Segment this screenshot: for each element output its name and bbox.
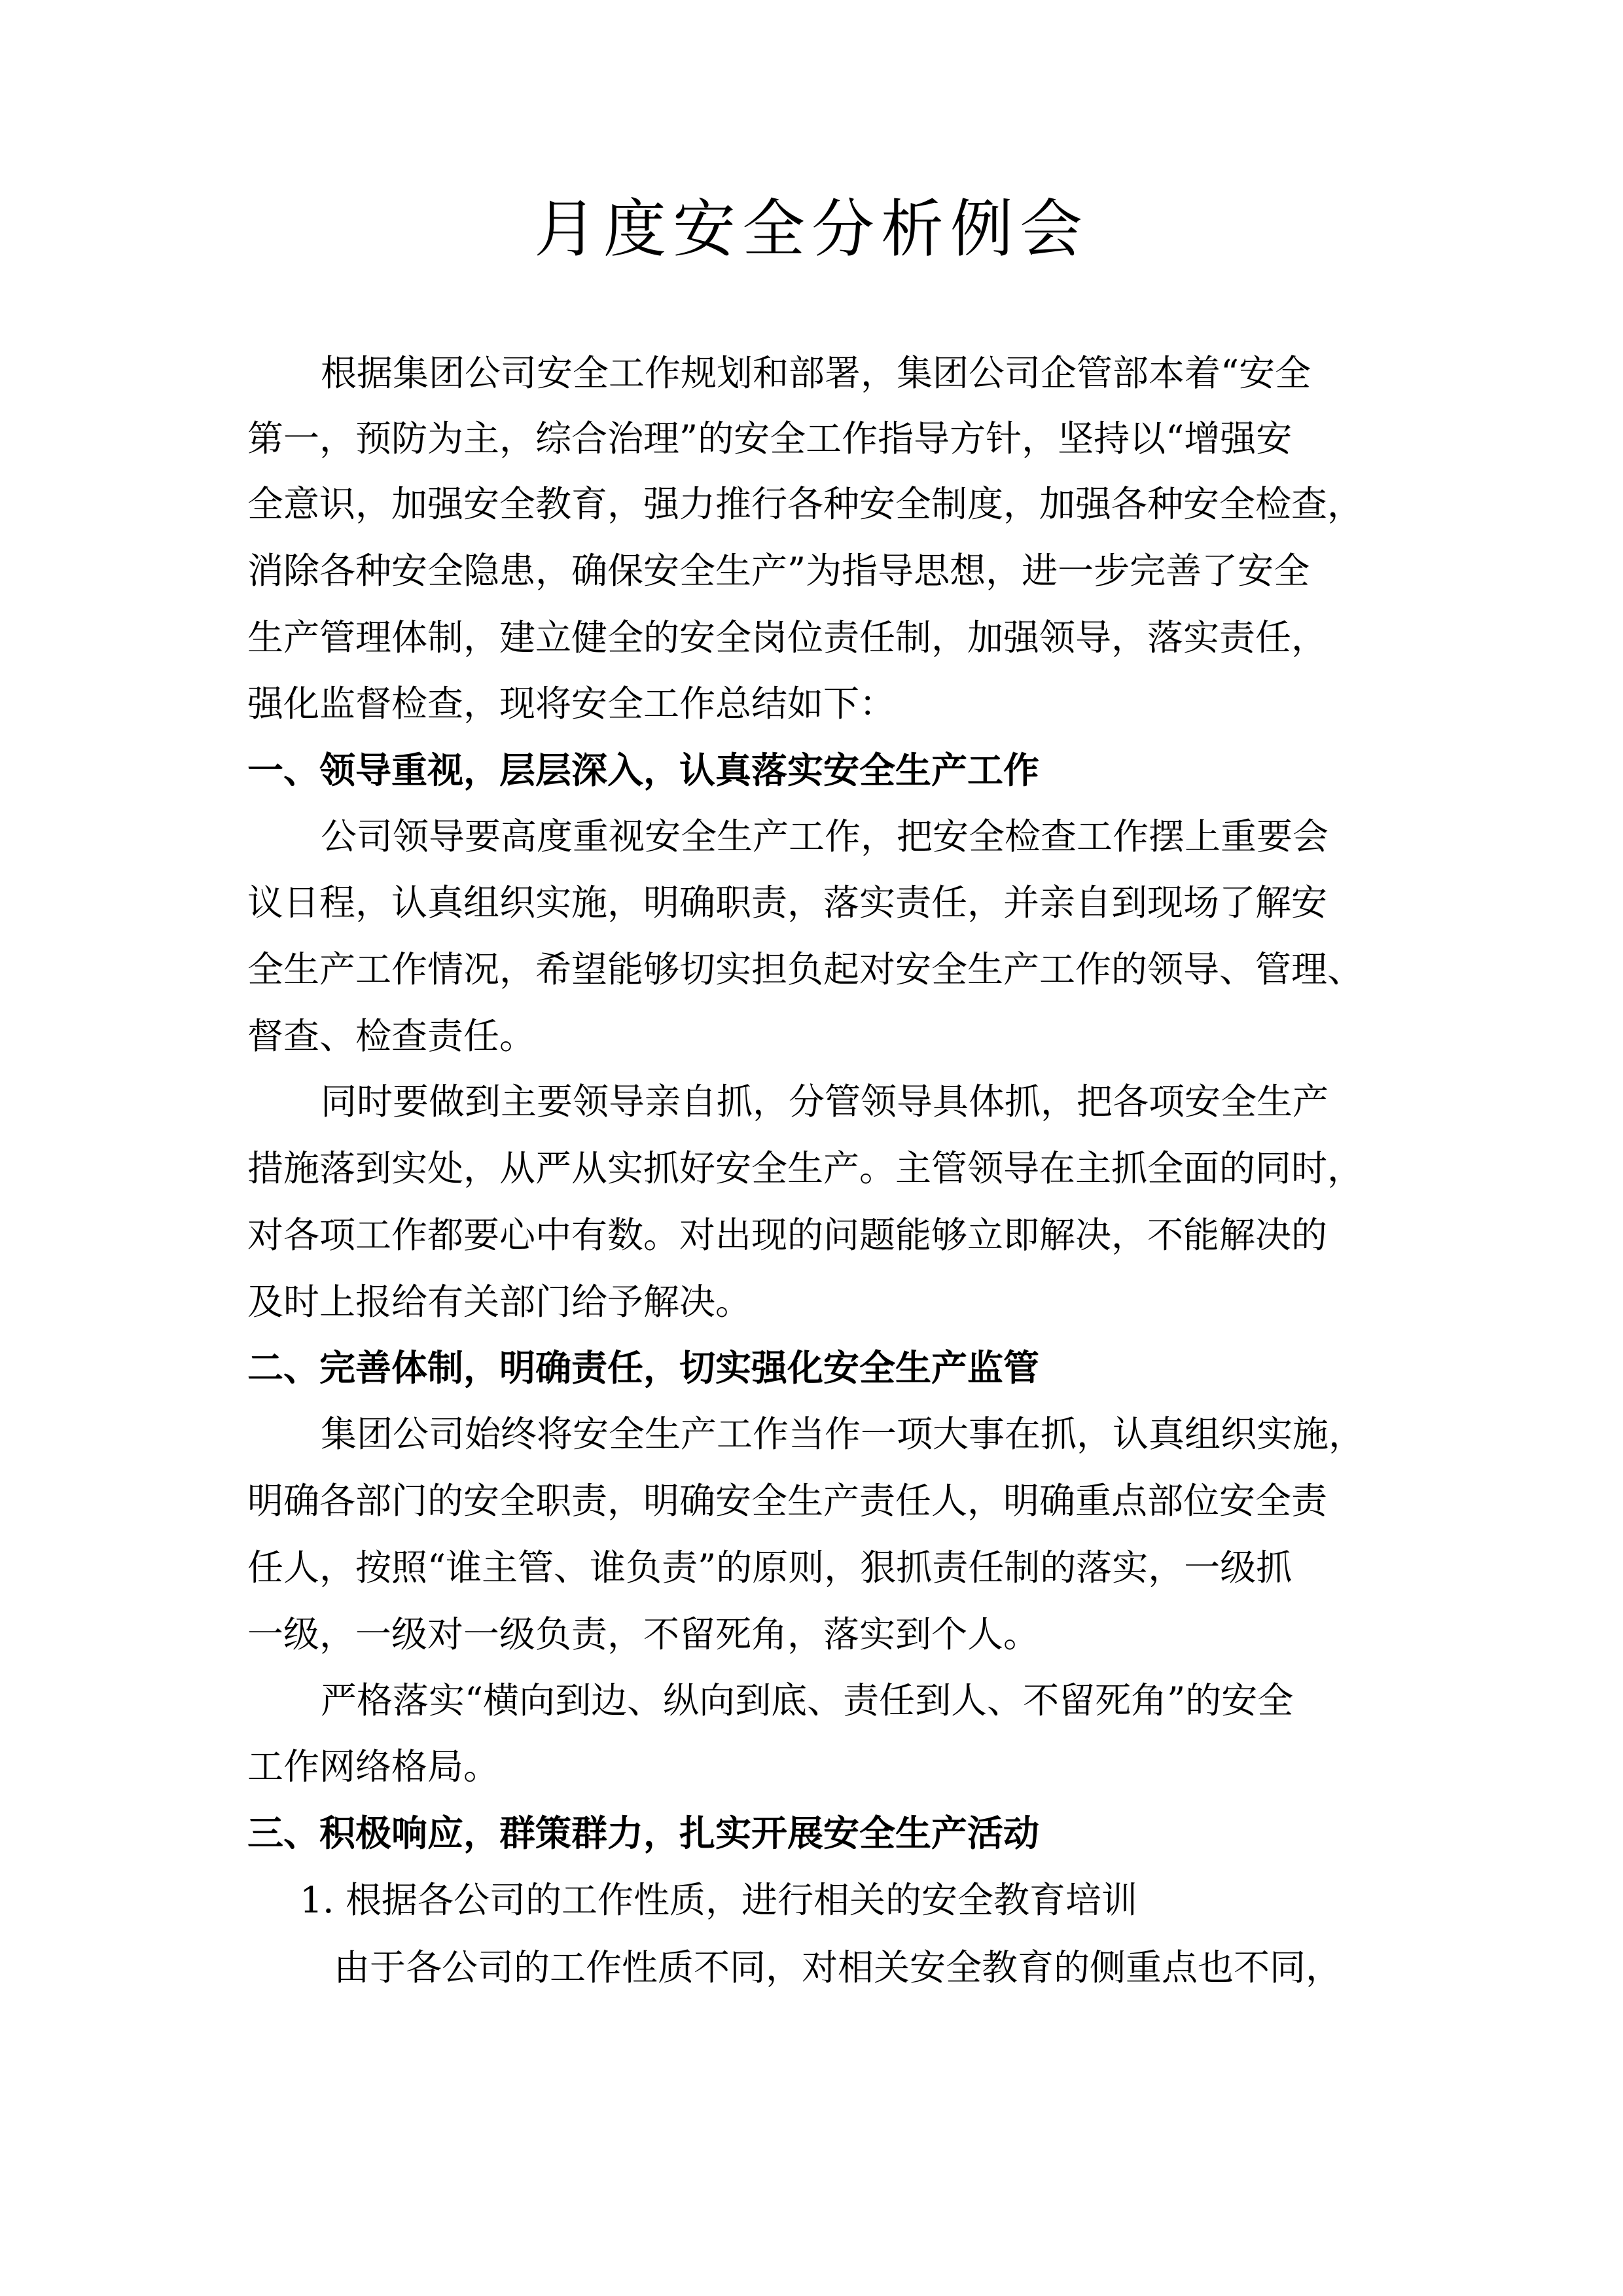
subsection-heading: 1. 根据各公司的工作性质，进行相关的安全教育培训 [300, 1879, 1137, 1921]
paragraph-line: 全意识，加强安全教育，强力推行各种安全制度，加强各种安全检查， [247, 483, 1364, 525]
paragraph-line: 措施落到实处，从严从实抓好安全生产。主管领导在主抓全面的同时， [247, 1147, 1364, 1189]
paragraph-line: 集团公司始终将安全生产工作当作一项大事在抓，认真组织实施， [321, 1413, 1365, 1455]
paragraph-line: 任人，按照“谁主管、谁负责”的原则，狠抓责任制的落实，一级抓 [247, 1547, 1293, 1588]
paragraph-line: 一级，一级对一级负责，不留死角，落实到个人。 [247, 1613, 1040, 1655]
paragraph-line: 严格落实“横向到边、纵向到底、责任到人、不留死角”的安全 [321, 1679, 1294, 1721]
paragraph-line: 生产管理体制，建立健全的安全岗位责任制，加强领导，落实责任， [247, 617, 1328, 658]
paragraph-line: 消除各种安全隐患，确保安全生产”为指导思想，进一步完善了安全 [247, 550, 1310, 592]
document-title: 月度安全分析例会 [534, 192, 1089, 266]
paragraph-line: 督查、检查责任。 [247, 1015, 536, 1057]
paragraph-line: 公司领导要高度重视安全生产工作，把安全检查工作摆上重要会 [321, 816, 1329, 857]
paragraph-line: 同时要做到主要领导亲自抓，分管领导具体抓，把各项安全生产 [321, 1081, 1329, 1122]
paragraph-line: 强化监督检查，现将安全工作总结如下： [247, 683, 896, 725]
section-heading: 三、积极响应，群策群力，扎实开展安全生产活动 [247, 1812, 1040, 1854]
paragraph-line: 及时上报给有关部门给予解决。 [247, 1281, 752, 1323]
section-heading: 一、领导重视，层层深入，认真落实安全生产工作 [247, 749, 1040, 791]
paragraph-line: 根据集团公司安全工作规划和部署，集团公司企管部本着“安全 [321, 352, 1311, 394]
paragraph-line: 明确各部门的安全职责，明确安全生产责任人，明确重点部位安全责 [247, 1480, 1328, 1522]
paragraph-line: 第一，预防为主，综合治理”的安全工作指导方针，坚持以“增强安 [247, 418, 1293, 459]
paragraph-line: 对各项工作都要心中有数。对出现的问题能够立即解决，不能解决的 [247, 1214, 1328, 1256]
paragraph-line: 全生产工作情况，希望能够切实担负起对安全生产工作的领导、管理、 [247, 948, 1364, 990]
paragraph-line: 由于各公司的工作性质不同，对相关安全教育的侧重点也不同， [334, 1946, 1342, 1988]
paragraph-line: 议日程，认真组织实施，明确职责，落实责任，并亲自到现场了解安 [247, 882, 1328, 924]
section-heading: 二、完善体制，明确责任，切实强化安全生产监管 [247, 1346, 1040, 1389]
paragraph-line: 工作网络格局。 [247, 1746, 500, 1787]
